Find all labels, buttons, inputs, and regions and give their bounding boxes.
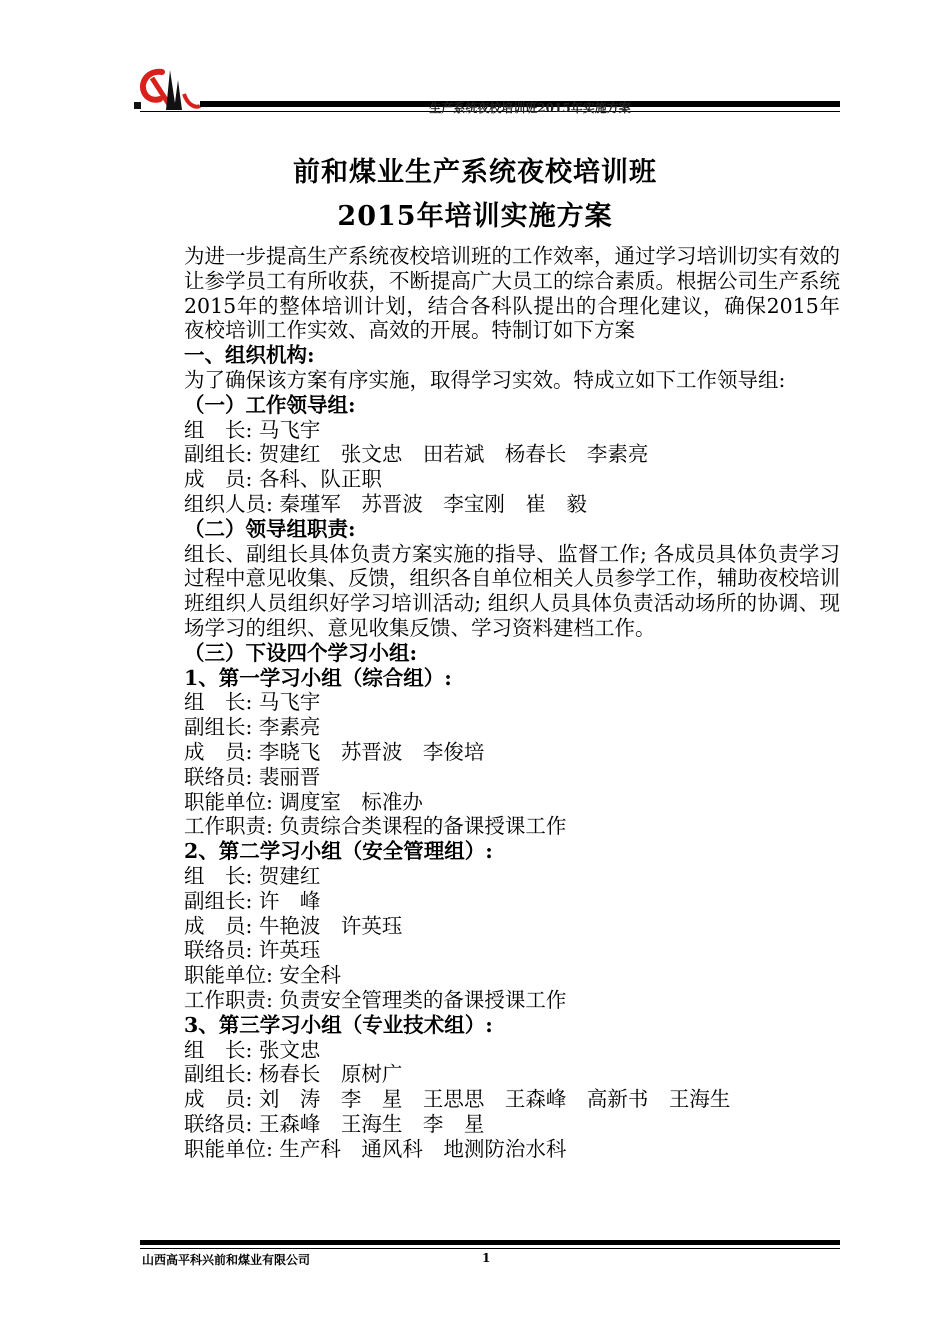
footer-company: 山西高平科兴前和煤业有限公司 [142, 1253, 311, 1267]
section-heading: 一、组织机构: [184, 343, 315, 368]
leader-line: 组 长: 马飞宇 [184, 417, 321, 442]
duty-line: 工作职责: 负责综合类课程的备课授课工作 [184, 814, 567, 839]
duty-line: 工作职责: 负责安全管理类的备课授课工作 [184, 987, 567, 1012]
deputy-line: 副组长: 李素亮 [184, 715, 321, 740]
members-line: 成 员: 刘 涛 李 星 王思思 王森峰 高新书 王海生 [184, 1087, 731, 1112]
document-title: 前和煤业生产系统夜校培训班 [293, 157, 657, 188]
leader-line: 组 长: 张文忠 [184, 1037, 321, 1062]
liaison-line: 联络员: 许英珏 [184, 938, 321, 963]
members-line: 成 员: 李晓飞 苏晋波 李俊培 [184, 739, 485, 764]
leader-line: 组 长: 贺建红 [184, 863, 321, 888]
duties-paragraph: 组长、副组长具体负责方案实施的指导、监督工作; 各成员具体负责学习过程中意见收集、反馈，组织各自单位相关人员参学工作，辅助夜校培训班组织人员组织好学习培训活动; 组织人员具体负责活动场所的协调、现场学习的组织、意见收集反馈、学习资料建档工作。 [184, 541, 840, 640]
deputy-line: 副组长: 贺建红 张文忠 田若斌 杨春长 李素亮 [184, 442, 649, 467]
units-line: 职能单位: 调度室 标准办 [184, 789, 423, 814]
organizers-line: 组织人员: 秦瑾军 苏晋波 李宝刚 崔 毅 [184, 491, 587, 516]
units-line: 职能单位: 生产科 通风科 地测防治水科 [184, 1136, 567, 1161]
document-subtitle: 2015年培训实施方案 [337, 201, 613, 232]
members-line: 成 员: 牛艳波 许英珏 [184, 913, 403, 938]
deputy-line: 副组长: 许 峰 [184, 888, 321, 913]
group-heading: 3、第三学习小组（专业技术组）: [184, 1012, 493, 1037]
subsection-heading: （三）下设四个学习小组: [184, 640, 418, 665]
footer-thin-rule [140, 1248, 840, 1249]
document-body [140, 244, 840, 1161]
company-logo [130, 66, 202, 114]
intro-paragraph: 为进一步提高生产系统夜校培训班的工作效率，通过学习培训切实有效的让参学员工有所收获，不断提高广大员工的综合素质。根据公司生产系统2015年的整体培训计划，结合各科队提出的合理化建议，确保2015年夜校培训工作实效、高效的开展。特制订如下方案 [184, 244, 840, 343]
group-heading: 1、第一学习小组（综合组）: [184, 665, 452, 690]
liaison-line: 联络员: 裴丽晋 [184, 764, 321, 789]
deputy-line: 副组长: 杨春长 原树广 [184, 1062, 403, 1087]
units-line: 职能单位: 安全科 [184, 963, 341, 988]
section-paragraph: 为了确保该方案有序实施，取得学习实效。特成立如下工作领导组: [184, 367, 786, 392]
liaison-line: 联络员: 王森峰 王海生 李 星 [184, 1111, 485, 1136]
footer-rule [140, 1240, 840, 1245]
group-heading: 2、第二学习小组（安全管理组）: [184, 839, 493, 864]
members-line: 成 员: 各科、队正职 [184, 467, 382, 492]
page-number: 1 [482, 1251, 491, 1265]
subsection-heading: （一）工作领导组: [184, 392, 356, 417]
leader-line: 组 长: 马飞宇 [184, 690, 321, 715]
subsection-heading: （二）领导组职责: [184, 516, 356, 541]
running-header: 生产系统夜校培训班2015年实施方案 [429, 101, 631, 115]
